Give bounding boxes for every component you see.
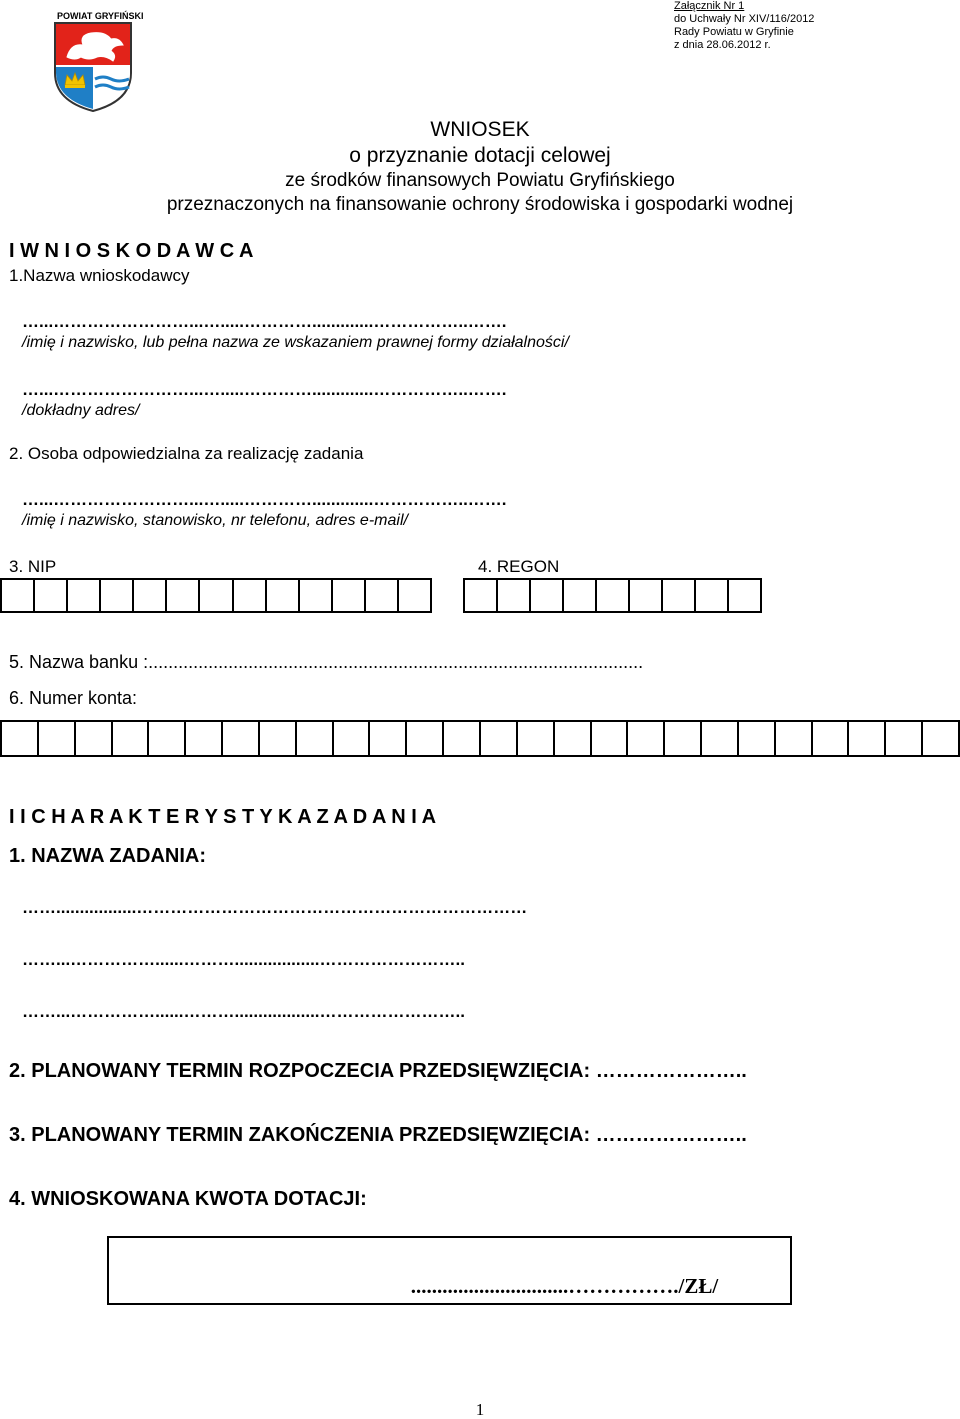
planned-end-label[interactable]: 3. PLANOWANY TERMIN ZAKOŃCZENIA PRZEDSIĘWZIĘCIA: ………………….. <box>9 1124 747 1146</box>
account-digit-cell[interactable] <box>444 722 481 755</box>
account-digit-cell[interactable] <box>370 722 407 755</box>
account-digit-cell[interactable] <box>665 722 702 755</box>
account-digit-cell[interactable] <box>886 722 923 755</box>
address-hint: /dokładny adres/ <box>22 402 140 419</box>
nip-digit-boxes[interactable] <box>0 578 432 613</box>
account-digit-cell[interactable] <box>2 722 39 755</box>
account-digit-cell[interactable] <box>149 722 186 755</box>
account-digit-cell[interactable] <box>260 722 297 755</box>
page-number: 1 <box>475 1400 485 1419</box>
annex-line-2: do Uchwały Nr XIV/116/2012 <box>674 13 815 25</box>
account-digit-cell[interactable] <box>628 722 665 755</box>
section-2-heading: I I C H A R A K T E R Y S T Y K A Z A D A N I A <box>9 806 437 828</box>
regon-digit-cell[interactable] <box>531 580 564 611</box>
regon-digit-cell[interactable] <box>564 580 597 611</box>
document-title: WNIOSEK <box>430 118 530 141</box>
account-digit-cell[interactable] <box>813 722 850 755</box>
nip-digit-cell[interactable] <box>300 580 333 611</box>
account-digit-cell[interactable] <box>849 722 886 755</box>
annex-note <box>674 0 814 52</box>
task-name-line-2[interactable]: ……...……………......………..................…………………….. <box>22 950 465 969</box>
account-digit-cell[interactable] <box>297 722 334 755</box>
account-digit-cell[interactable] <box>407 722 444 755</box>
account-digit-boxes[interactable] <box>0 720 960 757</box>
account-digit-cell[interactable] <box>592 722 629 755</box>
regon-label: 4. REGON <box>478 557 560 576</box>
applicant-name-label: 1.Nazwa wnioskodawcy <box>9 266 190 285</box>
address-field[interactable]: …...……………………...….....………….............……………..……. <box>22 380 507 399</box>
regon-digit-cell[interactable] <box>498 580 531 611</box>
account-digit-cell[interactable] <box>39 722 76 755</box>
applicant-name-hint: /imię i nazwisko, lub pełna nazwa ze wskazaniem prawnej formy działalności/ <box>22 334 569 351</box>
account-digit-cell[interactable] <box>776 722 813 755</box>
title-line-2: o przyznanie dotacji celowej <box>349 144 611 167</box>
nip-digit-cell[interactable] <box>366 580 399 611</box>
nip-digit-cell[interactable] <box>2 580 35 611</box>
account-digit-cell[interactable] <box>481 722 518 755</box>
regon-digit-cell[interactable] <box>696 580 729 611</box>
regon-digit-cell[interactable] <box>663 580 696 611</box>
account-digit-cell[interactable] <box>186 722 223 755</box>
responsible-person-hint: /imię i nazwisko, stanowisko, nr telefonu, adres e-mail/ <box>22 512 408 529</box>
planned-start-label[interactable]: 2. PLANOWANY TERMIN ROZPOCZECIA PRZEDSIĘWZIĘCIA: ………………….. <box>9 1060 747 1082</box>
regon-digit-cell[interactable] <box>630 580 663 611</box>
annex-line-4: z dnia 28.06.2012 r. <box>674 39 771 51</box>
requested-amount-label: 4. WNIOSKOWANA KWOTA DOTACJI: <box>9 1188 367 1210</box>
account-digit-cell[interactable] <box>518 722 555 755</box>
annex-line-3: Rady Powiatu w Gryfinie <box>674 26 794 38</box>
nip-digit-cell[interactable] <box>267 580 300 611</box>
account-digit-cell[interactable] <box>555 722 592 755</box>
coat-of-arms-icon <box>53 21 133 113</box>
nip-digit-cell[interactable] <box>234 580 267 611</box>
nip-label: 3. NIP <box>9 557 57 576</box>
account-digit-cell[interactable] <box>113 722 150 755</box>
account-digit-cell[interactable] <box>76 722 113 755</box>
task-name-line-1[interactable]: …….................…………………………………………………………… <box>22 898 528 917</box>
title-line-4: przeznaczonych na finansowanie ochrony środowiska i gospodarki wodnej <box>166 194 794 215</box>
amount-field[interactable]: ..............................……………./ZŁ/ <box>410 1274 719 1298</box>
account-digit-cell[interactable] <box>702 722 739 755</box>
responsible-person-field[interactable]: …...……………………...….....………….............……………..……. <box>22 490 507 509</box>
nip-digit-cell[interactable] <box>35 580 68 611</box>
account-number-label: 6. Numer konta: <box>9 688 138 708</box>
task-name-line-3[interactable]: ……...……………......………..................…………………….. <box>22 1002 465 1021</box>
logo-label: POWIAT GRYFIŃSKI <box>57 11 144 21</box>
account-digit-cell[interactable] <box>334 722 371 755</box>
responsible-person-label: 2. Osoba odpowiedzialna za realizację zadania <box>9 444 364 463</box>
bank-name-label[interactable]: 5. Nazwa banku :................................................................................................... <box>9 652 644 672</box>
amount-box[interactable] <box>107 1236 792 1305</box>
account-digit-cell[interactable] <box>223 722 260 755</box>
nip-digit-cell[interactable] <box>101 580 134 611</box>
regon-digit-boxes[interactable] <box>463 578 762 613</box>
task-name-label: 1. NAZWA ZADANIA: <box>9 845 207 867</box>
nip-digit-cell[interactable] <box>399 580 430 611</box>
section-1-heading: I W N I O S K O D A W C A <box>9 240 254 262</box>
account-digit-cell[interactable] <box>923 722 958 755</box>
regon-digit-cell[interactable] <box>597 580 630 611</box>
regon-digit-cell[interactable] <box>729 580 760 611</box>
regon-digit-cell[interactable] <box>465 580 498 611</box>
nip-digit-cell[interactable] <box>68 580 101 611</box>
annex-line-1: Załącznik Nr 1 <box>674 0 745 12</box>
account-digit-cell[interactable] <box>739 722 776 755</box>
applicant-name-field[interactable]: …...……………………...….....………….............……………..……. <box>22 312 507 331</box>
nip-digit-cell[interactable] <box>167 580 200 611</box>
nip-digit-cell[interactable] <box>200 580 233 611</box>
nip-digit-cell[interactable] <box>134 580 167 611</box>
nip-digit-cell[interactable] <box>333 580 366 611</box>
title-line-3: ze środków finansowych Powiatu Gryfińskiego <box>285 170 675 191</box>
